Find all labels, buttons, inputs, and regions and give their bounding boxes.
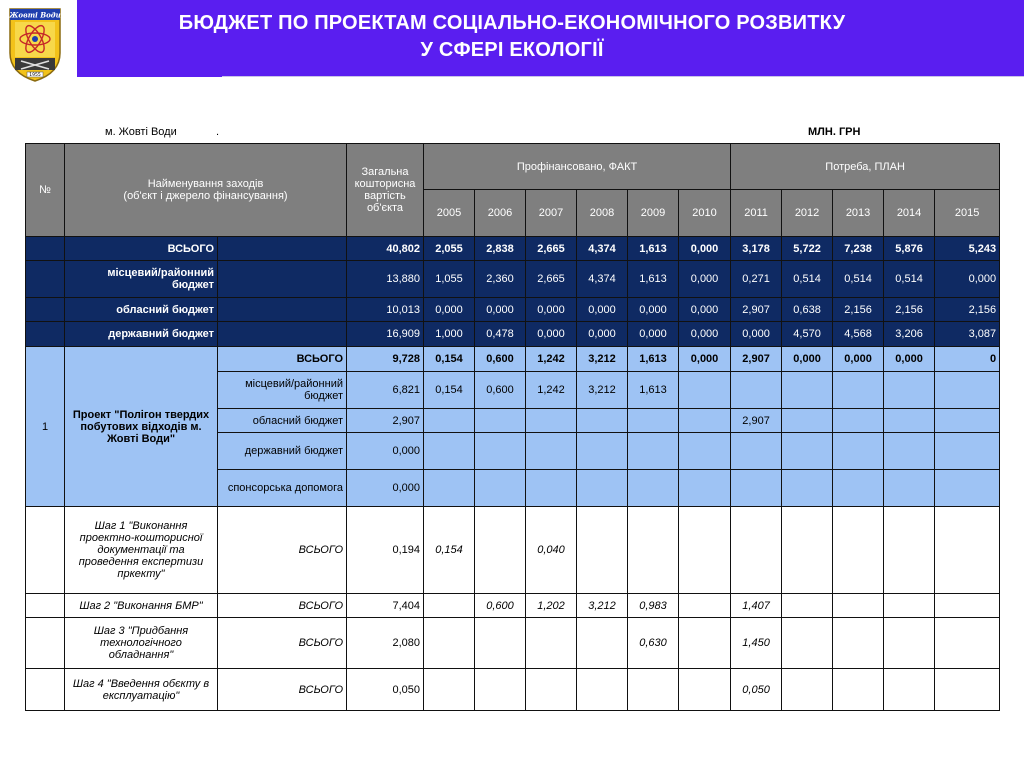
step-value	[424, 618, 475, 669]
step-value	[731, 507, 782, 594]
logo-year: 1955	[29, 73, 41, 78]
summary-label: державний бюджет	[65, 322, 218, 347]
project-value: 0	[935, 347, 1000, 372]
project-value	[679, 409, 731, 433]
project-value	[475, 409, 526, 433]
step-value	[782, 618, 833, 669]
header-num: №	[26, 144, 65, 237]
project-value	[679, 470, 731, 507]
project-value	[884, 409, 935, 433]
step-total: 0,050	[347, 669, 424, 711]
step-num-cell	[26, 594, 65, 618]
step-num-cell	[26, 618, 65, 669]
project-value	[833, 433, 884, 470]
project-value: 2,907	[731, 347, 782, 372]
meta-dot: .	[216, 126, 220, 138]
step-value: 0,154	[424, 507, 475, 594]
step-row	[26, 618, 1000, 669]
step-value	[833, 507, 884, 594]
project-value	[475, 433, 526, 470]
project-value	[935, 433, 1000, 470]
budget-table	[25, 143, 1000, 711]
year-header: 2011	[731, 190, 782, 237]
step-value: 0,050	[731, 669, 782, 711]
step-value	[935, 507, 1000, 594]
year-header: 2009	[628, 190, 679, 237]
project-source-label: ВСЬОГО	[218, 347, 347, 372]
units-label: МЛН. ГРН	[808, 126, 861, 138]
summary-value: 0,000	[526, 322, 577, 347]
summary-value: 7,238	[833, 237, 884, 261]
step-value	[884, 669, 935, 711]
summary-value: 0,000	[526, 298, 577, 322]
step-value	[679, 507, 731, 594]
summary-total: 40,802	[347, 237, 424, 261]
header-total: Загальна кошторисна вартість об'єкта	[347, 144, 424, 237]
step-value	[424, 594, 475, 618]
summary-num-cell	[26, 298, 65, 322]
summary-total: 10,013	[347, 298, 424, 322]
step-value	[475, 618, 526, 669]
step-value	[628, 507, 679, 594]
project-value: 0,600	[475, 347, 526, 372]
project-value: 0,154	[424, 372, 475, 409]
summary-row	[26, 298, 1000, 322]
project-value: 1,613	[628, 372, 679, 409]
step-value	[679, 669, 731, 711]
header-fact: Профінансовано, ФАКТ	[424, 144, 731, 190]
step-value	[782, 669, 833, 711]
project-value	[577, 409, 628, 433]
step-value	[526, 618, 577, 669]
summary-value: 0,514	[782, 261, 833, 298]
step-value: 0,600	[475, 594, 526, 618]
step-total-label: ВСЬОГО	[218, 507, 347, 594]
summary-value: 0,000	[628, 298, 679, 322]
summary-value: 0,000	[577, 298, 628, 322]
step-value: 0,040	[526, 507, 577, 594]
project-value	[935, 470, 1000, 507]
summary-value: 0,514	[884, 261, 935, 298]
summary-total: 13,880	[347, 261, 424, 298]
summary-value: 0,000	[935, 261, 1000, 298]
summary-value: 5,876	[884, 237, 935, 261]
project-value	[833, 409, 884, 433]
project-value: 0,600	[475, 372, 526, 409]
project-source-label: місцевий/районний бюджет	[218, 372, 347, 409]
step-value	[577, 669, 628, 711]
summary-value: 2,055	[424, 237, 475, 261]
year-header: 2015	[935, 190, 1000, 237]
project-value	[526, 409, 577, 433]
summary-value: 3,087	[935, 322, 1000, 347]
summary-value: 3,206	[884, 322, 935, 347]
project-value	[526, 470, 577, 507]
step-value	[577, 507, 628, 594]
step-total-label: ВСЬОГО	[218, 594, 347, 618]
project-value: 3,212	[577, 347, 628, 372]
year-header: 2008	[577, 190, 628, 237]
step-value	[782, 594, 833, 618]
project-value: 0,154	[424, 347, 475, 372]
project-total: 0,000	[347, 470, 424, 507]
project-value	[679, 372, 731, 409]
header-name	[65, 144, 347, 237]
project-value	[628, 409, 679, 433]
project-value	[833, 470, 884, 507]
project-value	[577, 433, 628, 470]
step-name: Шаг 1 "Виконання проектно-кошторисної документації та проведення експертизи пркекту"	[65, 507, 218, 594]
city-label: м. Жовті Води	[105, 126, 177, 138]
step-name: Шаг 2 "Виконання БМР"	[65, 594, 218, 618]
step-row	[26, 669, 1000, 711]
step-value: 0,630	[628, 618, 679, 669]
project-value	[782, 433, 833, 470]
title-line-1: БЮДЖЕТ ПО ПРОЕКТАМ СОЦІАЛЬНО-ЕКОНОМІЧНОГО РОЗВИТКУ	[178, 12, 846, 34]
project-value	[475, 470, 526, 507]
year-header: 2007	[526, 190, 577, 237]
project-value	[935, 409, 1000, 433]
summary-value: 2,665	[526, 261, 577, 298]
project-value: 0,000	[679, 347, 731, 372]
banner-divider	[222, 76, 1024, 77]
step-value	[577, 618, 628, 669]
step-value	[475, 669, 526, 711]
summary-value: 4,374	[577, 237, 628, 261]
project-source-label: державний бюджет	[218, 433, 347, 470]
summary-value: 5,722	[782, 237, 833, 261]
project-value	[935, 372, 1000, 409]
summary-value: 0,638	[782, 298, 833, 322]
header-name-sub: (об'єкт і джерело фінансування)	[123, 190, 288, 202]
summary-value: 2,156	[833, 298, 884, 322]
project-value	[628, 433, 679, 470]
summary-blank-cell	[218, 322, 347, 347]
step-value: 3,212	[577, 594, 628, 618]
header-row-1	[26, 144, 1000, 190]
year-header: 2013	[833, 190, 884, 237]
project-value: 3,212	[577, 372, 628, 409]
step-total-label: ВСЬОГО	[218, 669, 347, 711]
step-value	[424, 669, 475, 711]
summary-value: 1,613	[628, 261, 679, 298]
step-row	[26, 594, 1000, 618]
summary-label: ВСЬОГО	[65, 237, 218, 261]
summary-value: 5,243	[935, 237, 1000, 261]
project-value	[526, 433, 577, 470]
summary-value: 0,000	[475, 298, 526, 322]
step-value	[935, 669, 1000, 711]
project-value	[628, 470, 679, 507]
step-value	[526, 669, 577, 711]
step-num-cell	[26, 669, 65, 711]
project-value: 1,242	[526, 372, 577, 409]
project-value	[884, 372, 935, 409]
step-value: 0,983	[628, 594, 679, 618]
summary-value: 0,514	[833, 261, 884, 298]
year-header: 2012	[782, 190, 833, 237]
summary-num-cell	[26, 322, 65, 347]
project-value	[884, 470, 935, 507]
summary-value: 2,156	[884, 298, 935, 322]
project-value	[679, 433, 731, 470]
step-value	[935, 594, 1000, 618]
project-value	[424, 433, 475, 470]
step-value	[782, 507, 833, 594]
summary-value: 2,907	[731, 298, 782, 322]
project-value: 0,000	[782, 347, 833, 372]
summary-row	[26, 261, 1000, 298]
project-value	[731, 433, 782, 470]
step-value	[884, 594, 935, 618]
step-value	[935, 618, 1000, 669]
step-value: 1,450	[731, 618, 782, 669]
project-value	[782, 372, 833, 409]
step-value	[628, 669, 679, 711]
step-row	[26, 507, 1000, 594]
project-value	[731, 470, 782, 507]
project-value	[833, 372, 884, 409]
summary-value: 2,665	[526, 237, 577, 261]
summary-value: 4,568	[833, 322, 884, 347]
project-value: 1,613	[628, 347, 679, 372]
step-value	[833, 594, 884, 618]
summary-value: 0,271	[731, 261, 782, 298]
summary-value: 0,478	[475, 322, 526, 347]
step-value	[884, 618, 935, 669]
project-total: 2,907	[347, 409, 424, 433]
project-number: 1	[26, 347, 65, 507]
step-total: 7,404	[347, 594, 424, 618]
header-plan: Потреба, ПЛАН	[731, 144, 1000, 190]
project-value	[424, 409, 475, 433]
project-value	[577, 470, 628, 507]
summary-value: 1,055	[424, 261, 475, 298]
summary-value: 0,000	[424, 298, 475, 322]
header-name-title: Найменування заходів	[147, 178, 264, 190]
summary-num-cell	[26, 261, 65, 298]
project-value: 1,242	[526, 347, 577, 372]
year-header: 2006	[475, 190, 526, 237]
summary-value: 2,838	[475, 237, 526, 261]
summary-value: 0,000	[679, 237, 731, 261]
summary-row	[26, 237, 1000, 261]
summary-value: 0,000	[679, 261, 731, 298]
step-name: Шаг 3 "Придбання технологічного обладнання"	[65, 618, 218, 669]
project-total: 6,821	[347, 372, 424, 409]
summary-num-cell	[26, 237, 65, 261]
summary-label: місцевий/районний бюджет	[65, 261, 218, 298]
project-source-label: обласний бюджет	[218, 409, 347, 433]
year-header: 2005	[424, 190, 475, 237]
project-value	[782, 470, 833, 507]
summary-value: 2,156	[935, 298, 1000, 322]
project-value: 2,907	[731, 409, 782, 433]
step-total: 2,080	[347, 618, 424, 669]
logo-text: Жовті Води	[9, 10, 61, 20]
summary-value: 0,000	[679, 322, 731, 347]
page-title	[77, 10, 947, 64]
step-value: 1,407	[731, 594, 782, 618]
project-total: 9,728	[347, 347, 424, 372]
project-value	[884, 433, 935, 470]
summary-value: 0,000	[577, 322, 628, 347]
project-name: Проект "Полігон твердих побутових відходів м. Жовті Води"	[65, 347, 218, 507]
step-total-label: ВСЬОГО	[218, 618, 347, 669]
summary-blank-cell	[218, 237, 347, 261]
summary-value: 4,374	[577, 261, 628, 298]
summary-blank-cell	[218, 261, 347, 298]
year-header: 2010	[679, 190, 731, 237]
project-value	[731, 372, 782, 409]
step-value	[833, 618, 884, 669]
project-value: 0,000	[884, 347, 935, 372]
summary-value: 1,000	[424, 322, 475, 347]
summary-value: 0,000	[628, 322, 679, 347]
summary-value: 0,000	[731, 322, 782, 347]
project-value	[424, 470, 475, 507]
year-header: 2014	[884, 190, 935, 237]
summary-value: 0,000	[679, 298, 731, 322]
project-row	[26, 347, 1000, 372]
summary-total: 16,909	[347, 322, 424, 347]
step-value	[884, 507, 935, 594]
project-source-label: спонсорська допомога	[218, 470, 347, 507]
step-name: Шаг 4 "Введення обєкту в експлуатацію"	[65, 669, 218, 711]
summary-blank-cell	[218, 298, 347, 322]
summary-value: 2,360	[475, 261, 526, 298]
step-value: 1,202	[526, 594, 577, 618]
step-total: 0,194	[347, 507, 424, 594]
project-value	[782, 409, 833, 433]
step-value	[679, 594, 731, 618]
step-num-cell	[26, 507, 65, 594]
summary-label: обласний бюджет	[65, 298, 218, 322]
project-total: 0,000	[347, 433, 424, 470]
project-value: 0,000	[833, 347, 884, 372]
summary-value: 3,178	[731, 237, 782, 261]
summary-value: 1,613	[628, 237, 679, 261]
city-coat-of-arms-icon	[6, 3, 64, 83]
step-value	[475, 507, 526, 594]
title-line-2: У СФЕРІ ЕКОЛОГІЇ	[420, 39, 604, 61]
step-value	[679, 618, 731, 669]
step-value	[833, 669, 884, 711]
summary-row	[26, 322, 1000, 347]
summary-value: 4,570	[782, 322, 833, 347]
